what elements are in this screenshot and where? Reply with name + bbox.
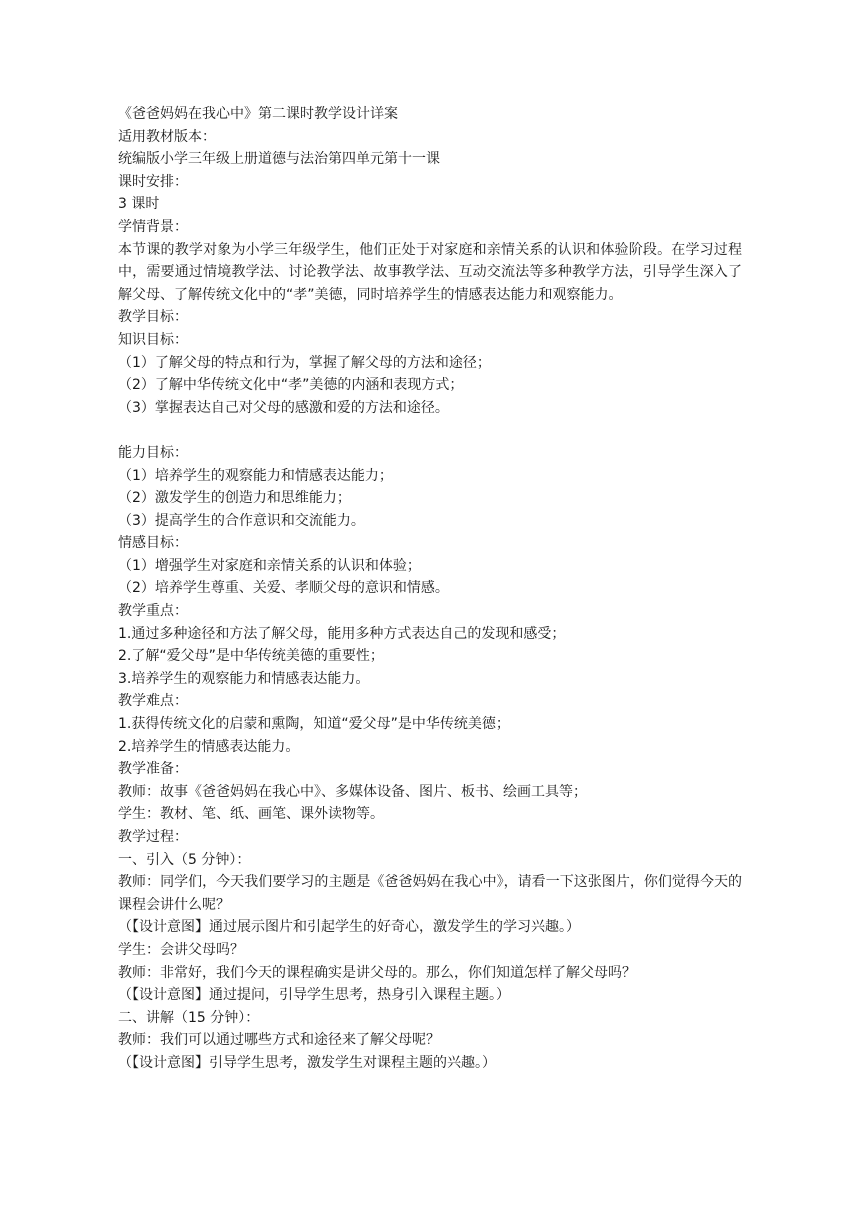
process-label: 教学过程： xyxy=(118,829,188,845)
design-intent: （【设计意图】通过提问，引导学生思考，热身引入课程主题。） xyxy=(118,987,510,1004)
preparation-item: 学生：教材、笔、纸、画笔、课外读物等。 xyxy=(118,806,384,823)
emotion-label: 情感目标： xyxy=(118,535,188,552)
student-line: 学生：会讲父母吗？ xyxy=(118,941,244,958)
knowledge-item: （2）了解中华传统文化中“孝”美德的内涵和表现方式； xyxy=(118,377,464,394)
knowledge-item: （3）掌握表达自己对父母的感激和爱的方法和途径。 xyxy=(118,399,449,416)
objectives-label: 教学目标： xyxy=(118,309,188,326)
schedule-label: 课时安排： xyxy=(118,173,188,190)
key-point-item: 2.了解“爱父母”是中华传统美德的重要性； xyxy=(118,648,384,665)
preparation-item: 教师：故事《爸爸妈妈在我心中》、多媒体设备、图片、板书、绘画工具等； xyxy=(118,783,587,800)
schedule-value: 3 课时 xyxy=(118,196,160,213)
knowledge-label: 知识目标： xyxy=(118,331,188,348)
ability-label: 能力目标： xyxy=(118,444,188,461)
ability-item: （3）提高学生的合作意识和交流能力。 xyxy=(118,512,365,529)
background-label: 学情背景： xyxy=(118,218,188,235)
teacher-line: 教师：非常好，我们今天的课程确实是讲父母的。那么，你们知道怎样了解父母吗？ xyxy=(118,964,636,981)
teacher-line: 教师：我们可以通过哪些方式和途径来了解父母呢？ xyxy=(118,1032,440,1049)
edition-value: 统编版小学三年级上册道德与法治第四单元第十一课 xyxy=(118,151,440,168)
emotion-item: （1）增强学生对家庭和亲情关系的认识和体验； xyxy=(118,557,421,574)
key-point-item: 1.通过多种途径和方法了解父母，能用多种方式表达自己的发现和感受； xyxy=(118,625,566,642)
key-point-item: 3.培养学生的观察能力和情感表达能力。 xyxy=(118,670,370,687)
ability-item: （1）培养学生的观察能力和情感表达能力； xyxy=(118,467,393,484)
key-points-label: 教学重点： xyxy=(118,603,188,620)
design-intent: （【设计意图】引导学生思考，激发学生对课程主题的兴趣。） xyxy=(118,1054,496,1071)
edition-label: 适用教材版本： xyxy=(118,128,216,145)
difficulty-item: 2.培养学生的情感表达能力。 xyxy=(118,738,300,755)
preparation-label: 教学准备： xyxy=(118,761,188,778)
section-heading: 二、讲解（15 分钟）： xyxy=(118,1009,260,1026)
blank-line xyxy=(118,419,742,442)
ability-item: （2）激发学生的创造力和思维能力； xyxy=(118,490,351,507)
background-paragraph: 本节课的教学对象为小学三年级学生，他们正处于对家庭和亲情关系的认识和体验阶段。在学习过程中，需要通过情境教学法、讨论教学法、故事教学法、互动交流法等多种教学方法，引导学生深入了解父母、了解传统文化中的“孝”美德，同时培养学生的情感表达能力和观察能力。 xyxy=(118,241,742,303)
difficulties-label: 教学难点： xyxy=(118,693,188,710)
knowledge-item: （1）了解父母的特点和行为，掌握了解父母的方法和途径； xyxy=(118,354,491,371)
design-intent: （【设计意图】通过展示图片和引起学生的好奇心，激发学生的学习兴趣。） xyxy=(118,919,580,936)
emotion-item: （2）培养学生尊重、关爱、孝顺父母的意识和情感。 xyxy=(118,580,449,597)
document-title: 《爸爸妈妈在我心中》第二课时教学设计详案 xyxy=(118,106,398,122)
difficulty-item: 1.获得传统文化的启蒙和熏陶，知道“爱父母”是中华传统美德； xyxy=(118,716,510,733)
teacher-line: 教师：同学们，今天我们要学习的主题是《爸爸妈妈在我心中》，请看一下这张图片，你们觉得今天的课程会讲什么呢？ xyxy=(118,874,742,913)
document-body xyxy=(118,103,742,1075)
section-heading: 一、引入（5 分钟）： xyxy=(118,851,251,868)
